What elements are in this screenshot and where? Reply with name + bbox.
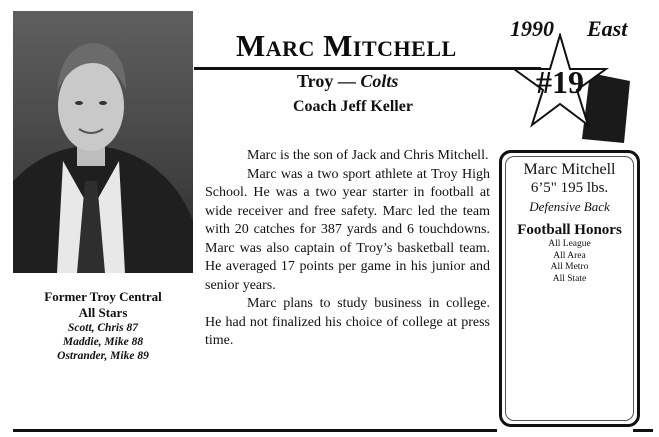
team-dash: — [337, 71, 356, 91]
former-stars-title-2: All Stars [78, 305, 128, 320]
player-photo [13, 11, 193, 273]
bottom-rule [13, 429, 497, 432]
former-stars-title-1: Former Troy Central [44, 289, 162, 304]
former-star-entry: Scott, Chris 87 [68, 322, 138, 334]
portrait-illustration [13, 11, 193, 273]
height-weight: 6’5" 195 lbs. [530, 180, 609, 196]
former-star-entry: Ostrander, Mike 89 [57, 350, 149, 362]
heading-rule [194, 67, 541, 70]
honors-list [506, 239, 633, 285]
biography [205, 147, 490, 351]
position: Defensive Back [529, 199, 610, 214]
honors-title: Football Honors [517, 222, 622, 238]
former-star-entry: Maddie, Mike 88 [62, 336, 144, 348]
player-info-inner [505, 156, 634, 421]
honor-item: All League [548, 239, 591, 249]
year-label: 1990 [510, 16, 554, 41]
bio-paragraph: Marc plans to study business in college. He had not finalized his choice of college at press time. [205, 296, 490, 348]
former-all-stars [13, 289, 193, 363]
team-line [297, 71, 398, 92]
honor-item: All State [552, 273, 587, 284]
coach-name: Coach Jeff Keller [293, 98, 413, 115]
bottom-rule-right [633, 429, 653, 432]
honor-item: All Area [553, 250, 586, 261]
player-info-box [499, 150, 640, 427]
region-label: East [587, 16, 628, 41]
jersey-star-badge [512, 33, 632, 145]
school-name: Troy [297, 71, 334, 91]
bio-paragraph: Marc is the son of Jack and Chris Mitchell. [247, 148, 489, 163]
player-name-heading: Marc Mitchell [236, 28, 457, 63]
jersey-number: #19 [536, 64, 584, 100]
bio-paragraph: Marc was a two sport athlete at Troy High School. He was a two year starter in football at wide receiver and free safety. Marc led the team with 20 catches for 387 yards and 6 touchdowns. Marc was also captain of Troy’s basketball team. He averaged 17 points per game in his junior and senior years. [205, 166, 490, 293]
mascot-name: Colts [360, 71, 399, 91]
honor-item: All Metro [550, 262, 589, 272]
state-map-shape [582, 73, 630, 143]
info-player-name: Marc Mitchell [523, 161, 616, 178]
